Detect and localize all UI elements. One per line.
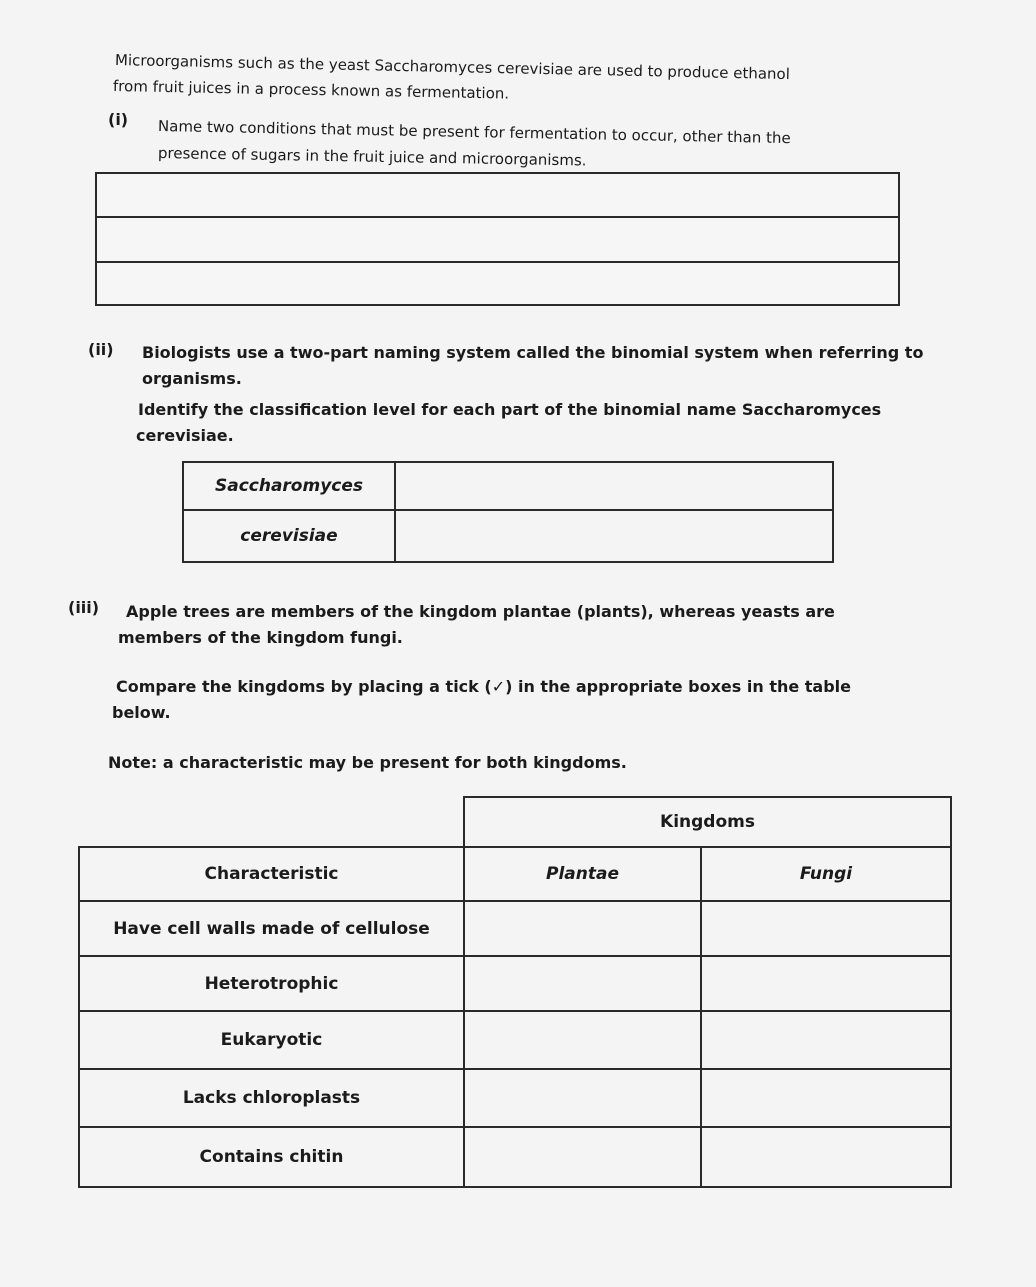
fungi-tick-box[interactable] <box>701 901 951 956</box>
fungi-tick-box[interactable] <box>701 1069 951 1127</box>
table-row <box>79 956 951 1011</box>
plantae-header: Plantae <box>464 847 701 901</box>
characteristic-cell: Lacks chloroplasts <box>79 1069 464 1127</box>
fungi-tick-box[interactable] <box>701 1011 951 1069</box>
characteristic-cell: Contains chitin <box>79 1127 464 1187</box>
binomial-table <box>182 461 834 563</box>
answer-box-divider <box>97 216 898 218</box>
fungi-tick-box[interactable] <box>701 956 951 1011</box>
plantae-tick-box[interactable] <box>464 956 701 1011</box>
question-3-number: (iii) <box>68 598 100 617</box>
table-row <box>79 901 951 956</box>
question-3-note: Note: a characteristic may be present for both kingdoms. <box>108 753 627 772</box>
fungi-tick-box[interactable] <box>701 1127 951 1187</box>
question-3-line-3: Compare the kingdoms by placing a tick (✓) in the appropriate boxes in the table <box>116 677 852 696</box>
question-3-line-4: below. <box>112 703 171 722</box>
question-3-line-1: Apple trees are members of the kingdom plantae (plants), whereas yeasts are <box>126 602 835 621</box>
question-1-line-1: Name two conditions that must be present for fermentation to occur, other than the <box>157 117 791 148</box>
binomial-genus-answer[interactable] <box>395 462 833 510</box>
question-1-number: (i) <box>108 110 129 129</box>
question-2-line-3: Identify the classification level for each part of the binomial name Saccharomyces <box>138 400 882 419</box>
intro-line-1: Microorganisms such as the yeast Saccharomyces cerevisiae are used to produce ethanol <box>114 51 791 84</box>
fungi-header: Fungi <box>701 847 951 901</box>
binomial-row <box>183 510 833 562</box>
table-row <box>79 1011 951 1069</box>
question-1-answer-box[interactable] <box>95 172 900 306</box>
characteristic-cell: Eukaryotic <box>79 1011 464 1069</box>
characteristic-cell: Have cell walls made of cellulose <box>79 901 464 956</box>
characteristic-cell: Heterotrophic <box>79 956 464 1011</box>
plantae-tick-box[interactable] <box>464 1069 701 1127</box>
plantae-tick-box[interactable] <box>464 901 701 956</box>
question-2-line-1: Biologists use a two-part naming system called the binomial system when referring to <box>142 343 924 362</box>
blank-corner <box>79 797 464 847</box>
kingdoms-header: Kingdoms <box>464 797 951 847</box>
question-2-line-4: cerevisiae. <box>136 426 234 445</box>
question-1-line-2: presence of sugars in the fruit juice and microorganisms. <box>157 144 587 170</box>
table-row <box>79 1069 951 1127</box>
question-2-line-2: organisms. <box>142 369 242 388</box>
intro-line-2: from fruit juices in a process known as fermentation. <box>112 77 510 103</box>
binomial-species-answer[interactable] <box>395 510 833 562</box>
kingdoms-table <box>78 796 952 1188</box>
answer-box-divider <box>97 261 898 263</box>
binomial-row <box>183 462 833 510</box>
plantae-tick-box[interactable] <box>464 1011 701 1069</box>
binomial-genus: Saccharomyces <box>183 462 395 510</box>
table-row <box>79 1127 951 1187</box>
binomial-species: cerevisiae <box>183 510 395 562</box>
plantae-tick-box[interactable] <box>464 1127 701 1187</box>
question-3-line-2: members of the kingdom fungi. <box>118 628 403 647</box>
characteristic-header: Characteristic <box>79 847 464 901</box>
question-2-number: (ii) <box>88 340 114 359</box>
